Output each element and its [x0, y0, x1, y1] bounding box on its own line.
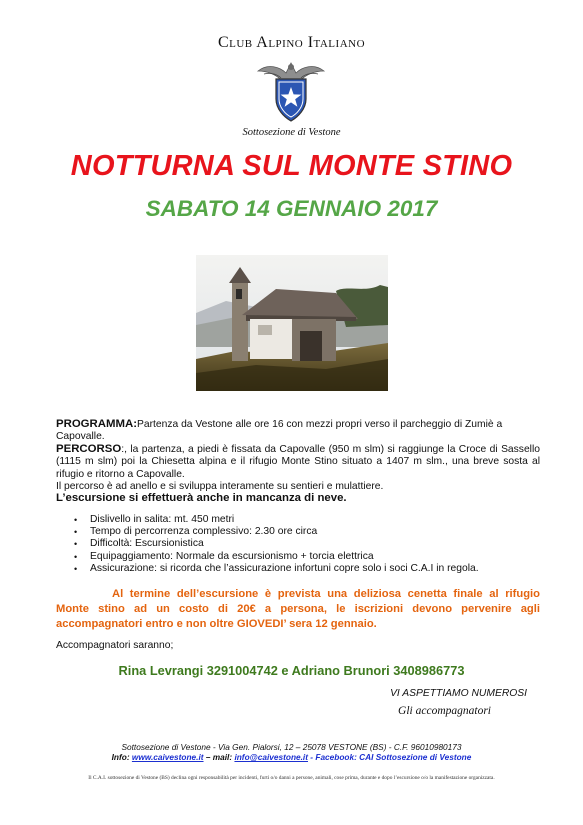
snow-note: L’escursione si effettuerà anche in mancanza di neve.: [56, 492, 347, 504]
disclaimer: Il C.A.I. sottosezione di Vestone (BS) declina ogni responsabilità per incidenti, furti o/o danni a persone, animali, cose prima, durante e dopo l’escursione o/o la manifestazione organizzata.: [88, 775, 495, 781]
footer-links: [0, 752, 583, 762]
email-link[interactable]: info@caivestone.it: [234, 752, 308, 762]
guides-names: Rina Levrangi 3291004742 e Adriano Brunori 3408986773: [118, 663, 465, 678]
info-label: Info:: [111, 752, 132, 762]
route-text: :, la partenza, a piedi è fissata da Capovalle (950 m slm) si raggiunge la Croce di Sassello (1115 m slm) poi la Chiesetta alpina e il rifugio Monte Stino situato a 1407 m slm., una breve sosta al rifugio e ritorno a Capovalle.: [56, 444, 540, 480]
club-name: Club Alpino Italiano: [217, 34, 366, 51]
list-item: • Dislivello in salita: mt. 450 metri: [74, 514, 544, 526]
cai-emblem-icon: [250, 57, 332, 123]
event-title: NOTTURNA SUL MONTE STINO: [70, 150, 513, 182]
website-link[interactable]: www.caivestone.it: [131, 752, 204, 762]
list-item: • Tempo di percorrenza complessivo: 2.30 ore circa: [74, 526, 544, 538]
facebook-text: - Facebook: CAI Sottosezione di Vestone: [308, 752, 472, 762]
program-label: PROGRAMMA:: [56, 418, 137, 430]
program-text: Partenza da Vestone alle ore 16 con mezzi propri verso il parcheggio di Zumiè a Capovalle.: [56, 419, 503, 443]
dinner-note: Al termine dell’escursione è prevista una deliziosa cenetta finale al rifugio Monte stino ad un costo di 20€ a persona, le iscrizioni devono pervenire agli accompagnatori entro e non oltre GIOVEDI’ sera 12 gennaio.: [56, 588, 540, 630]
closing-message: VI ASPETTIAMO NUMEROSI: [390, 688, 527, 699]
sub-section-name: Sottosezione di Vestone: [242, 127, 341, 138]
program-paragraph: [56, 418, 540, 444]
route-label: PERCORSO: [56, 443, 122, 455]
route-paragraph: [56, 443, 540, 481]
list-item: • Assicurazione: si ricorda che l’assicurazione infortuni copre solo i soci C.A.I in regola.: [74, 563, 544, 575]
list-item: • Equipaggiamento: Normale da escursionismo + torcia elettrica: [74, 551, 544, 563]
mountain-chapel-photo: [196, 255, 388, 391]
list-item: • Difficoltà: Escursionistica: [74, 538, 544, 550]
details-list: [74, 514, 544, 575]
mail-label: – mail:: [203, 752, 235, 762]
route-ring-note: Il percorso è ad anello e si sviluppa interamente su sentieri e mulattiere.: [56, 481, 384, 492]
event-date: SABATO 14 GENNAIO 2017: [145, 196, 438, 221]
signature: Gli accompagnatori: [398, 705, 491, 717]
guides-intro: Accompagnatori saranno;: [56, 640, 174, 651]
footer-address: Sottosezione di Vestone - Via Gen. Pialorsi, 12 – 25078 VESTONE (BS) - C.F. 96010980173: [121, 742, 462, 752]
